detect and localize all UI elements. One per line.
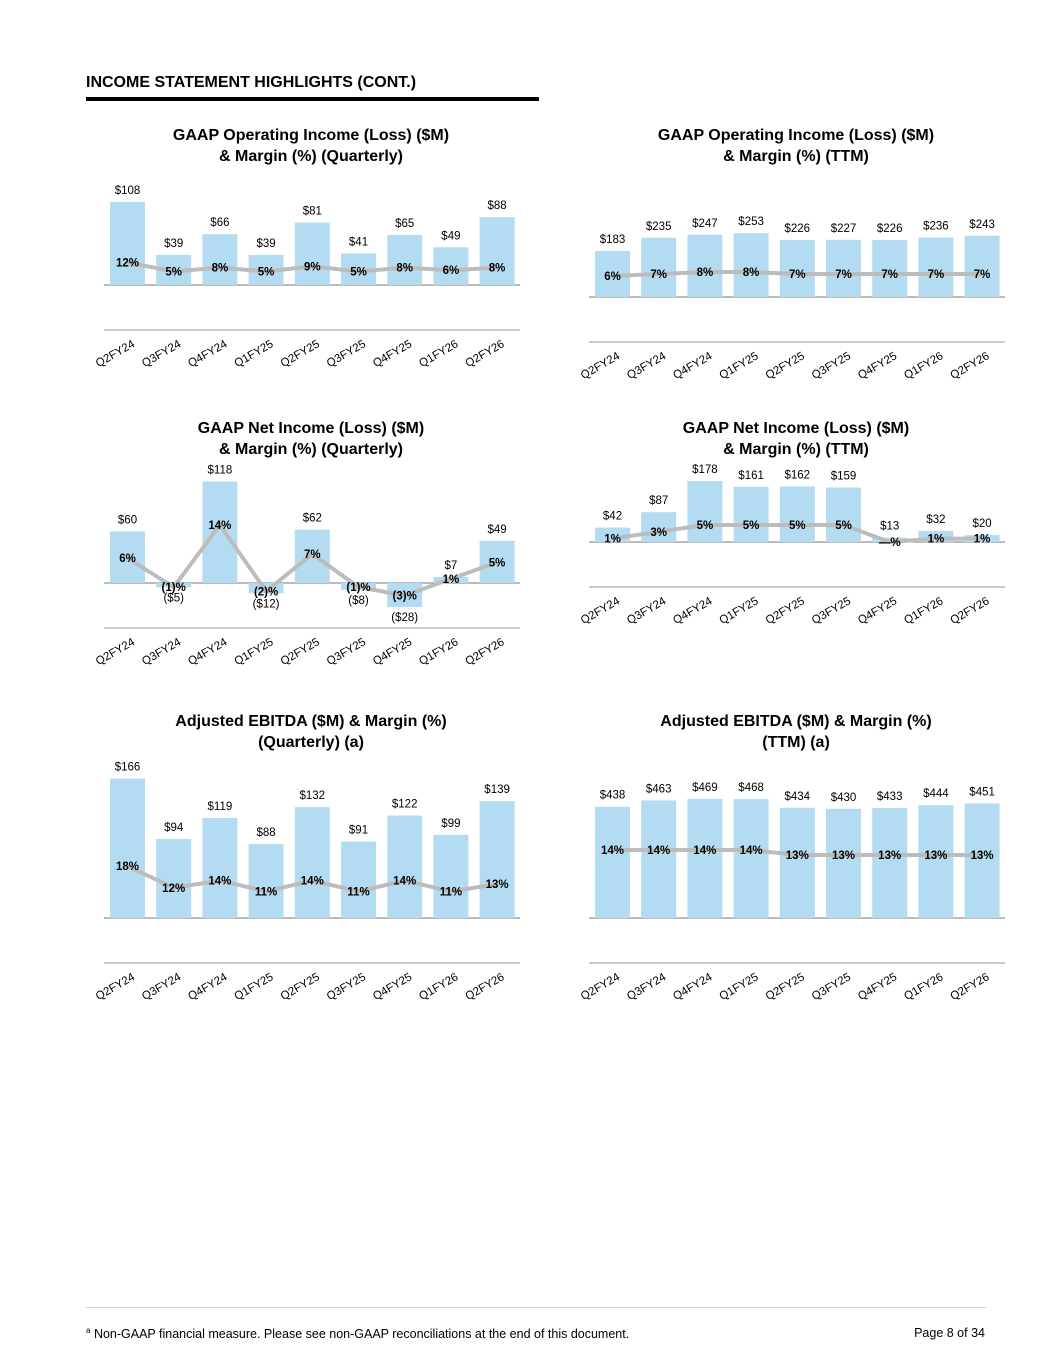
chart-svg bbox=[86, 411, 536, 681]
chart-net-income-ttm bbox=[571, 411, 1021, 681]
margin-label: 13% bbox=[485, 879, 509, 892]
margin-label: 13% bbox=[831, 850, 856, 862]
margin-label: (1)% bbox=[161, 582, 186, 595]
margin-label: 7% bbox=[881, 269, 899, 281]
bar-value-label: ($12) bbox=[252, 598, 280, 611]
bar-value-label: $183 bbox=[599, 233, 626, 246]
bar-value-label: $469 bbox=[692, 781, 718, 794]
margin-label: 11% bbox=[439, 886, 463, 899]
bar-value-label: ($28) bbox=[391, 612, 419, 625]
category-tick-label: Q4FY25 bbox=[856, 350, 900, 383]
bar bbox=[156, 839, 191, 918]
bar-value-label: $49 bbox=[441, 230, 461, 243]
bar bbox=[734, 487, 769, 542]
bar-value-label: ($8) bbox=[348, 594, 369, 607]
category-tick-label: Q3FY25 bbox=[324, 971, 368, 1004]
bar bbox=[687, 799, 722, 918]
page-number: Page 8 of 34 bbox=[914, 1326, 985, 1340]
bar bbox=[387, 235, 422, 285]
bar-value-label: $81 bbox=[302, 205, 322, 218]
margin-label: 8% bbox=[742, 267, 760, 279]
category-tick-label: Q4FY24 bbox=[186, 636, 230, 669]
chart-title-line: GAAP Net Income (Loss) ($M) bbox=[197, 420, 425, 437]
margin-label: 6% bbox=[119, 553, 136, 566]
chart-adjusted-ebitda-quarterly bbox=[86, 704, 536, 1004]
bar bbox=[687, 481, 722, 542]
margin-label: 12% bbox=[115, 257, 140, 270]
category-tick-label: Q3FY24 bbox=[625, 350, 669, 383]
margin-label: 13% bbox=[970, 850, 994, 862]
category-tick-label: Q1FY26 bbox=[417, 971, 461, 1004]
bar-value-label: $41 bbox=[348, 236, 369, 249]
bar-value-label: $94 bbox=[164, 822, 184, 835]
bar-value-label: $236 bbox=[923, 220, 949, 233]
chart-title-line: Adjusted EBITDA ($M) & Margin (%) bbox=[660, 713, 932, 730]
category-tick-label: Q4FY24 bbox=[671, 595, 715, 628]
category-tick-label: Q4FY25 bbox=[371, 338, 415, 371]
bar bbox=[641, 800, 676, 918]
bar bbox=[341, 842, 376, 918]
bar-value-label: $451 bbox=[969, 786, 995, 799]
category-tick-label: Q4FY24 bbox=[186, 338, 230, 371]
margin-label: 7% bbox=[650, 269, 668, 281]
category-tick-label: Q3FY24 bbox=[625, 595, 669, 628]
page-title: INCOME STATEMENT HIGHLIGHTS (CONT.) bbox=[86, 74, 417, 91]
chart-svg bbox=[86, 118, 536, 388]
margin-label: 1% bbox=[973, 533, 991, 546]
bar-value-label: $226 bbox=[876, 223, 903, 236]
chart-svg bbox=[571, 411, 1021, 681]
category-tick-label: Q3FY25 bbox=[809, 971, 853, 1004]
footnote-marker: a bbox=[86, 1326, 91, 1335]
margin-label: 13% bbox=[924, 850, 948, 862]
margin-label: 6% bbox=[604, 271, 621, 283]
chart-title-line: & Margin (%) (Quarterly) bbox=[218, 441, 404, 458]
category-tick-label: Q1FY26 bbox=[417, 636, 461, 669]
bar-value-label: $159 bbox=[830, 470, 857, 483]
bar bbox=[595, 807, 630, 918]
bar bbox=[480, 217, 515, 285]
margin-label: —% bbox=[878, 537, 901, 549]
margin-label: 14% bbox=[600, 845, 625, 857]
category-tick-label: Q1FY25 bbox=[232, 636, 276, 669]
category-tick-label: Q1FY25 bbox=[717, 971, 761, 1004]
category-tick-label: Q2FY24 bbox=[93, 636, 137, 669]
bar-value-label: $99 bbox=[441, 817, 461, 830]
category-tick-label: Q4FY24 bbox=[186, 971, 230, 1004]
category-tick-label: Q1FY25 bbox=[232, 338, 276, 371]
margin-label: 12% bbox=[162, 882, 186, 895]
chart-title-line: & Margin (%) (TTM) bbox=[723, 441, 869, 458]
category-tick-label: Q3FY24 bbox=[140, 971, 184, 1004]
margin-label: (1)% bbox=[346, 582, 371, 595]
bar-value-label: $65 bbox=[395, 217, 415, 230]
bar-value-label: $226 bbox=[784, 223, 811, 236]
bar-value-label: $49 bbox=[487, 523, 507, 536]
margin-label: (3)% bbox=[392, 590, 417, 603]
margin-label: 8% bbox=[211, 262, 229, 275]
category-tick-label: Q2FY25 bbox=[763, 971, 807, 1004]
bar bbox=[387, 816, 422, 918]
margin-label: 5% bbox=[350, 266, 367, 279]
bar-value-label: $235 bbox=[645, 220, 672, 233]
margin-label: 14% bbox=[393, 875, 417, 888]
bar bbox=[780, 808, 815, 918]
margin-label: 9% bbox=[303, 261, 321, 274]
margin-label: 5% bbox=[788, 520, 806, 532]
margin-label: 5% bbox=[696, 520, 714, 532]
bar-value-label: $66 bbox=[210, 217, 230, 230]
footer-divider bbox=[86, 1307, 986, 1308]
margin-label: 7% bbox=[303, 548, 321, 561]
bar-value-label: $42 bbox=[602, 510, 623, 523]
category-tick-label: Q3FY25 bbox=[324, 636, 368, 669]
bar-value-label: $20 bbox=[972, 518, 992, 531]
category-tick-label: Q2FY26 bbox=[463, 338, 507, 371]
margin-label: 14% bbox=[693, 845, 717, 857]
chart-title-line: (Quarterly) (a) bbox=[258, 734, 364, 751]
chart-svg bbox=[571, 704, 1021, 1004]
bar bbox=[249, 844, 284, 918]
bar-value-label: $430 bbox=[830, 791, 857, 804]
chart-title-line: GAAP Net Income (Loss) ($M) bbox=[682, 420, 910, 437]
category-tick-label: Q4FY25 bbox=[856, 595, 900, 628]
chart-title-line: & Margin (%) (TTM) bbox=[723, 148, 869, 165]
margin-label: 14% bbox=[647, 845, 671, 857]
category-tick-label: Q3FY25 bbox=[324, 338, 368, 371]
bar-value-label: $433 bbox=[876, 791, 903, 804]
bar-value-label: $39 bbox=[256, 237, 276, 250]
category-tick-label: Q3FY24 bbox=[140, 338, 184, 371]
bar bbox=[734, 233, 769, 297]
chart-operating-income-quarterly bbox=[86, 118, 536, 388]
category-tick-label: Q3FY25 bbox=[809, 350, 853, 383]
bar bbox=[872, 808, 907, 918]
bar-value-label: $178 bbox=[692, 463, 718, 476]
bar-value-label: $434 bbox=[784, 790, 811, 803]
margin-label: 14% bbox=[208, 519, 232, 532]
bar bbox=[110, 202, 145, 285]
category-tick-label: Q1FY26 bbox=[902, 350, 946, 383]
title-underline bbox=[86, 97, 539, 101]
margin-label: 7% bbox=[788, 269, 806, 281]
category-tick-label: Q2FY26 bbox=[463, 971, 507, 1004]
category-tick-label: Q2FY25 bbox=[278, 971, 322, 1004]
margin-label: 11% bbox=[347, 886, 370, 899]
margin-label: 1% bbox=[442, 573, 460, 586]
margin-label: 5% bbox=[257, 266, 275, 279]
margin-label: 13% bbox=[878, 850, 902, 862]
bar-value-label: $132 bbox=[299, 790, 326, 803]
bar bbox=[734, 799, 769, 918]
bar-value-label: $166 bbox=[114, 761, 141, 774]
bar bbox=[202, 818, 237, 918]
bar-value-label: $88 bbox=[487, 200, 507, 213]
margin-label: 7% bbox=[927, 269, 945, 281]
bar bbox=[965, 236, 1000, 297]
margin-label: 8% bbox=[488, 262, 506, 275]
bar-value-label: $139 bbox=[484, 784, 510, 797]
bar bbox=[202, 482, 237, 583]
margin-label: 7% bbox=[835, 269, 852, 281]
category-tick-label: Q2FY26 bbox=[948, 971, 992, 1004]
category-tick-label: Q1FY26 bbox=[902, 971, 946, 1004]
margin-label: 6% bbox=[442, 265, 460, 278]
margin-label: 8% bbox=[696, 267, 714, 279]
category-tick-label: Q4FY25 bbox=[371, 971, 415, 1004]
bar-value-label: $243 bbox=[969, 218, 995, 231]
bar bbox=[687, 235, 722, 297]
chart-title-line: GAAP Operating Income (Loss) ($M) bbox=[657, 127, 935, 144]
category-tick-label: Q2FY26 bbox=[948, 595, 992, 628]
bar bbox=[480, 801, 515, 918]
bar-value-label: $122 bbox=[391, 798, 418, 811]
margin-label: 1% bbox=[604, 533, 621, 546]
category-tick-label: Q2FY24 bbox=[578, 971, 622, 1004]
margin-label: 18% bbox=[115, 861, 140, 874]
bar-value-label: $60 bbox=[117, 514, 138, 527]
bar-value-label: $13 bbox=[880, 520, 900, 533]
chart-net-income-quarterly bbox=[86, 411, 536, 681]
category-tick-label: Q2FY24 bbox=[93, 971, 137, 1004]
category-tick-label: Q2FY25 bbox=[278, 636, 322, 669]
chart-svg bbox=[571, 118, 1021, 388]
footnote-text: Non-GAAP financial measure. Please see non-GAAP reconciliations at the end of this document. bbox=[93, 1327, 630, 1342]
category-tick-label: Q2FY24 bbox=[578, 595, 622, 628]
bar-value-label: $118 bbox=[207, 464, 233, 477]
margin-label: 14% bbox=[300, 875, 324, 888]
bar-value-label: $32 bbox=[926, 514, 946, 527]
bar-value-label: $438 bbox=[599, 789, 626, 802]
category-tick-label: Q4FY25 bbox=[371, 636, 415, 669]
category-tick-label: Q1FY26 bbox=[902, 595, 946, 628]
category-tick-label: Q2FY25 bbox=[763, 595, 807, 628]
bar-value-label: $108 bbox=[114, 184, 141, 197]
category-tick-label: Q2FY25 bbox=[763, 350, 807, 383]
bar bbox=[918, 238, 953, 297]
chart-title-line: (TTM) (a) bbox=[762, 734, 830, 751]
bar bbox=[202, 234, 237, 285]
bar-value-label: $253 bbox=[738, 216, 764, 229]
bar-value-label: $62 bbox=[302, 512, 322, 525]
bar bbox=[826, 487, 861, 542]
margin-label: 5% bbox=[742, 520, 760, 532]
category-tick-label: Q4FY24 bbox=[671, 971, 715, 1004]
bar bbox=[295, 223, 330, 285]
bar-value-label: $227 bbox=[830, 222, 857, 235]
chart-title-line: Adjusted EBITDA ($M) & Margin (%) bbox=[175, 713, 447, 730]
margin-label: 14% bbox=[739, 845, 763, 857]
chart-operating-income-ttm bbox=[571, 118, 1021, 388]
bar bbox=[110, 779, 145, 918]
margin-label: 5% bbox=[835, 520, 852, 532]
category-tick-label: Q3FY24 bbox=[140, 636, 184, 669]
bar bbox=[295, 807, 330, 918]
category-tick-label: Q2FY25 bbox=[278, 338, 322, 371]
margin-label: 13% bbox=[785, 850, 809, 862]
bar-value-label: $162 bbox=[784, 469, 811, 482]
bar bbox=[641, 238, 676, 297]
bar-value-label: $39 bbox=[164, 237, 184, 250]
bar-value-label: $444 bbox=[923, 788, 949, 801]
margin-label: 11% bbox=[254, 886, 278, 899]
bar-value-label: $88 bbox=[256, 827, 276, 840]
bar bbox=[780, 486, 815, 542]
bar-value-label: $7 bbox=[444, 559, 458, 572]
category-tick-label: Q2FY26 bbox=[463, 636, 507, 669]
chart-adjusted-ebitda-ttm bbox=[571, 704, 1021, 1004]
bar-value-label: ($5) bbox=[163, 592, 184, 605]
category-tick-label: Q2FY26 bbox=[948, 350, 992, 383]
category-tick-label: Q3FY24 bbox=[625, 971, 669, 1004]
bar-value-label: $247 bbox=[692, 217, 718, 230]
category-tick-label: Q2FY24 bbox=[93, 338, 137, 371]
category-tick-label: Q3FY25 bbox=[809, 595, 853, 628]
margin-label: 8% bbox=[396, 262, 414, 275]
category-tick-label: Q1FY25 bbox=[717, 350, 761, 383]
margin-label: 3% bbox=[650, 526, 668, 539]
margin-label: 1% bbox=[927, 533, 945, 546]
margin-label: 14% bbox=[208, 875, 232, 888]
category-tick-label: Q4FY24 bbox=[671, 350, 715, 383]
bar-value-label: $161 bbox=[738, 469, 764, 482]
bar bbox=[433, 835, 468, 918]
bar-value-label: $468 bbox=[738, 782, 764, 795]
bar-value-label: $87 bbox=[649, 495, 669, 508]
category-tick-label: Q2FY24 bbox=[578, 350, 622, 383]
chart-svg bbox=[86, 704, 536, 1004]
bar-value-label: $91 bbox=[348, 824, 369, 837]
bar-value-label: $119 bbox=[207, 801, 233, 814]
margin-label: 5% bbox=[165, 266, 183, 279]
category-tick-label: Q1FY26 bbox=[417, 338, 461, 371]
footnote bbox=[86, 1326, 629, 1341]
category-tick-label: Q1FY25 bbox=[717, 595, 761, 628]
chart-title-line: & Margin (%) (Quarterly) bbox=[218, 148, 404, 165]
category-tick-label: Q4FY25 bbox=[856, 971, 900, 1004]
margin-label: (2)% bbox=[253, 586, 279, 599]
margin-label: 7% bbox=[973, 269, 991, 281]
category-tick-label: Q1FY25 bbox=[232, 971, 276, 1004]
bar bbox=[826, 809, 861, 918]
bar-value-label: $463 bbox=[645, 783, 672, 796]
margin-label: 5% bbox=[488, 557, 506, 570]
chart-title-line: GAAP Operating Income (Loss) ($M) bbox=[172, 127, 450, 144]
